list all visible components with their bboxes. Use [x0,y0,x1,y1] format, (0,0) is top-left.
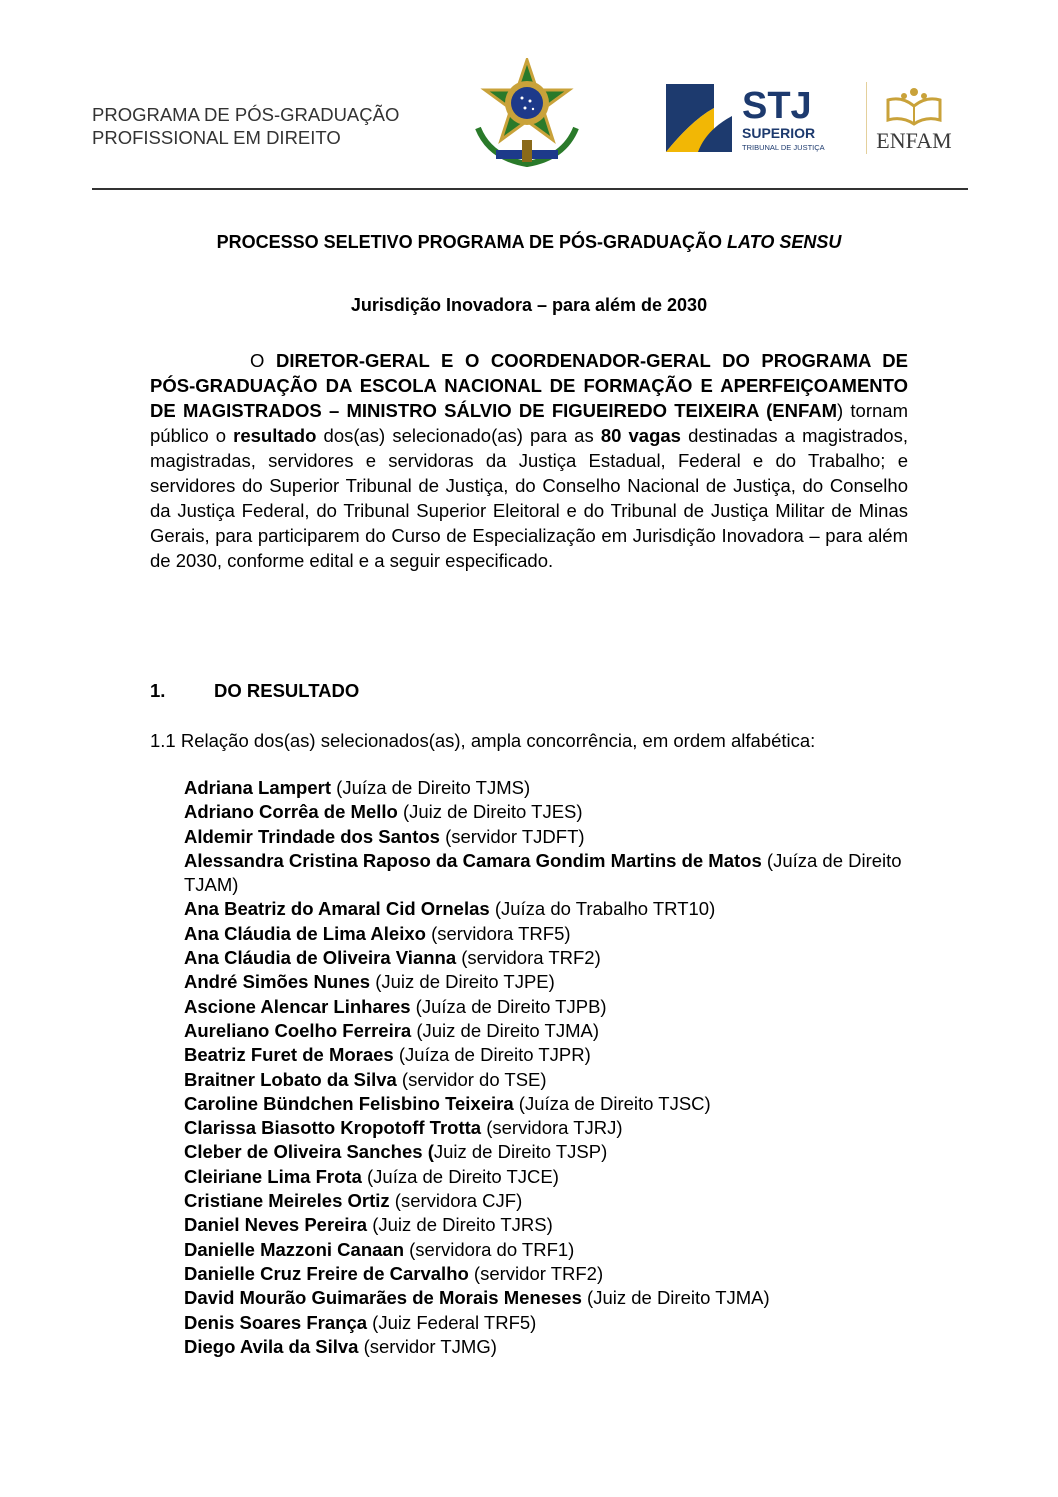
selected-name: David Mourão Guimarães de Morais Meneses [184,1287,582,1309]
list-item [184,1286,908,1310]
intro-text-1: O [250,350,276,371]
intro-bold-3: 80 vagas [600,425,681,446]
list-item [184,1165,908,1189]
section-number: 1. [150,680,166,701]
list-item [184,1019,908,1043]
list-item [184,1043,908,1067]
selected-role: (servidora TRF2) [456,947,601,969]
selected-role: (Juíza de Direito TJCE) [361,1165,559,1187]
selected-role: (Juiz Federal TRF5) [367,1311,537,1333]
list-item [184,1068,908,1092]
selected-list [184,776,908,1359]
stj-superior-text: SUPERIOR [742,125,816,141]
stj-logo [662,80,832,156]
list-item [184,825,908,849]
list-item [184,946,908,970]
selected-name: Adriano Corrêa de Mello [184,801,398,823]
selected-role: (Juíza de Direito TJAM) [184,849,902,896]
selected-name: Adriana Lampert [184,777,332,798]
list-item [184,1262,908,1286]
list-item [184,1116,908,1140]
list-item [184,1189,908,1213]
enfam-logo [866,80,962,156]
selected-name: Ana Beatriz do Amaral Cid Ornelas [184,898,490,920]
selected-role: (servidor TRF2) [468,1262,604,1284]
selected-name: Danielle Mazzoni Canaan [184,1238,404,1260]
selected-name: André Simões Nunes [184,971,371,993]
selected-name: Braitner Lobato da Silva [184,1068,397,1090]
selected-role: (Juiz de Direito TJES) [397,801,583,823]
selected-role: (servidora do TRF1) [404,1238,575,1260]
selected-name: Aldemir Trindade dos Santos [184,825,440,847]
list-item [184,970,908,994]
title-main: PROCESSO SELETIVO PROGRAMA DE PÓS-GRADUAÇÃO [216,232,728,252]
intro-text-2: ) tornam público o [150,400,908,446]
subsection-heading: 1.1 Relação dos(as) selecionados(as), ampla concorrência, em ordem alfabética: [150,730,816,751]
list-item [184,1238,908,1262]
list-item [184,897,908,921]
selected-role: Juiz de Direito TJSP) [433,1141,608,1163]
selected-name: Aureliano Coelho Ferreira [184,1019,412,1041]
selected-role: (Juíza do Trabalho TRT10) [489,898,716,920]
intro-text-3: dos(as) selecionado(as) para as [316,425,601,446]
intro-paragraph [150,348,908,573]
selected-role: (servidor TJMG) [358,1335,497,1357]
stj-main-text: STJ [742,85,812,127]
selected-name: Daniel Neves Pereira [184,1214,368,1236]
selected-name: Clarissa Biasotto Kropotoff Trotta [184,1117,482,1139]
selected-role: (servidor TJDFT) [439,825,585,847]
program-line-1: PROGRAMA DE PÓS-GRADUAÇÃO [92,104,400,125]
selected-role: (servidora TRF5) [425,922,571,944]
program-header [92,103,399,149]
selected-name: Denis Soares França [184,1311,368,1333]
header-divider [92,188,968,190]
selected-name: Cleber de Oliveira Sanches ( [184,1141,434,1163]
list-item [184,1311,908,1335]
intro-bold-2: resultado [233,425,317,446]
list-item [184,800,908,824]
selected-name: Ascione Alencar Linhares [184,995,411,1017]
brazil-coat-of-arms-icon [470,58,584,170]
selected-role: (Juíza de Direito TJMS) [331,777,531,798]
enfam-text: ENFAM [876,128,952,153]
selected-role: (Juíza de Direito TJSC) [513,1092,711,1114]
selected-name: Cleiriane Lima Frota [184,1165,362,1187]
list-item [184,1213,908,1237]
list-item [184,995,908,1019]
selected-name: Danielle Cruz Freire de Carvalho [184,1262,469,1284]
page-title [0,232,1058,253]
program-line-2: PROFISSIONAL EM DIREITO [92,127,341,148]
selected-role: (Juíza de Direito TJPB) [410,995,607,1017]
page-subtitle: Jurisdição Inovadora – para além de 2030 [350,295,708,315]
selected-role: (servidora CJF) [389,1190,523,1212]
intro-bold-1: DIRETOR-GERAL E O COORDENADOR-GERAL DO PROGRAMA DE PÓS-GRADUAÇÃO DA ESCOLA NACIONAL DE FORMAÇÃO E APERFEIÇOAMENTO DE MAGISTRADOS – MINISTRO SÁLVIO DE FIGUEIREDO TEIXEIRA (ENFAM [150,350,908,421]
list-item [184,776,908,800]
selected-name: Cristiane Meireles Ortiz [184,1190,390,1212]
title-italic: LATO SENSU [727,232,842,252]
list-item [184,922,908,946]
section-title: DO RESULTADO [214,680,360,701]
stj-tribunal-text: TRIBUNAL DE JUSTIÇA [742,143,825,152]
selected-role: (servidor do TSE) [396,1068,547,1090]
list-item [184,1335,908,1359]
list-item [184,1140,908,1164]
selected-role: (Juiz de Direito TJPE) [370,971,555,993]
selected-name: Ana Cláudia de Oliveira Vianna [184,947,457,969]
selected-name: Caroline Bündchen Felisbino Teixeira [184,1092,514,1114]
selected-name: Alessandra Cristina Raposo da Camara Gondim Martins de Matos [184,849,762,871]
selected-name: Beatriz Furet de Moraes [184,1044,394,1066]
list-item [184,1092,908,1116]
selected-name: Ana Cláudia de Lima Aleixo [184,922,426,944]
selected-role: (Juiz de Direito TJRS) [367,1214,553,1236]
selected-role: (servidora TJRJ) [481,1117,623,1139]
intro-text-4: destinadas a magistrados, magistradas, servidores e servidoras da Justiça Estadual, Federal e do Trabalho; e servidores do Superior Tribunal de Justiça, do Conselho Nacional de Justiça, do Conselho da Justiça Federal, do Tribunal Superior Eleitoral e do Tribunal de Justiça Militar de Minas Gerais, para participarem do Curso de Especialização em Jurisdição Inovadora – para além de 2030, conforme edital e a seguir especificado. [150,425,908,571]
selected-name: Diego Avila da Silva [184,1335,359,1357]
section-heading [150,680,359,702]
selected-role: (Juiz de Direito TJMA) [581,1287,770,1309]
selected-role: (Juíza de Direito TJPR) [393,1044,591,1066]
selected-role: (Juiz de Direito TJMA) [411,1019,599,1041]
list-item [184,849,908,898]
